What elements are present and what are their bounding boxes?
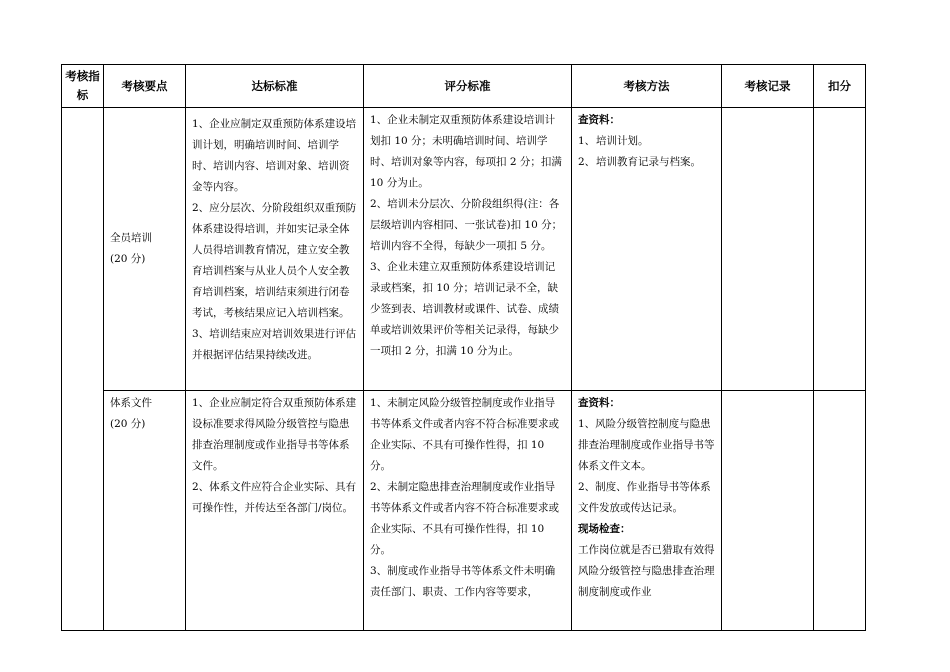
item-cell bbox=[104, 391, 186, 631]
method-list bbox=[578, 131, 715, 173]
header-indicator: 考核指标 bbox=[62, 65, 104, 108]
list-item: 2、 培训教育记录与档案。 bbox=[578, 156, 701, 168]
method-text: 1、风险分级管控制度与隐患排查治理制度或作业指导书等体系文件文本。 2、制度、作业指导书等体系文件发放或传达记录。 bbox=[578, 418, 715, 514]
table-row bbox=[62, 391, 866, 631]
record-cell bbox=[722, 108, 814, 391]
method-title: 查资料： bbox=[578, 114, 620, 126]
scoring-text: 1、企业未制定双重预防体系建设培训计划扣 10 分；未明确培训时间、培训学时、培训对象等内容，每项扣 2 分；扣满 10 分为止。 2、培训未分层次、分阶段组织得(注：各层级培训内容相同、一张试卷)扣 10 分；培训内容不全得，每缺少一项扣 5 分。 3、企业未建立双重预防体系建设培训记录或档案，扣 10 分；培训记录不全，缺少签到表、培训教材或课件、试卷、成绩单或培训效果评价等相关记录得，每缺少一项扣 2 分，扣满 10 分为止。 bbox=[370, 114, 563, 357]
header-scoring: 评分标准 bbox=[364, 65, 572, 108]
scoring-cell bbox=[364, 108, 572, 391]
header-method: 考核方法 bbox=[572, 65, 722, 108]
method-title-2: 现场检查： bbox=[578, 523, 631, 535]
table-row bbox=[62, 108, 866, 391]
method-cell bbox=[572, 108, 722, 391]
scoring-text: 1、未制定风险分级管控制度或作业指导书等体系文件或者内容不符合标准要求或企业实际、不具有可操作性得，扣 10 分。 2、未制定隐患排查治理制度或作业指导书等体系文件或者内容不符合标准要求或企业实际、不具有可操作性得，扣 10 分。 3、制度或作业指导书等体系文件未明确责任部门、职责、工作内容等要求， bbox=[370, 397, 559, 598]
header-standard: 达标标准 bbox=[186, 65, 364, 108]
record-cell bbox=[722, 391, 814, 631]
header-point: 考核要点 bbox=[104, 65, 186, 108]
deduct-cell bbox=[814, 391, 866, 631]
standard-cell bbox=[186, 108, 364, 391]
indicator-cell bbox=[62, 108, 104, 631]
header-deduct: 扣分 bbox=[814, 65, 866, 108]
standard-text: 1、企业应制定符合双重预防体系建设标准要求得风险分级管控与隐患排查治理制度或作业指导书等体系文件。 2、体系文件应符合企业实际、具有可操作性，并传达至各部门/岗位。 bbox=[192, 397, 357, 514]
deduct-cell bbox=[814, 108, 866, 391]
item-label: 体系文件 (20 分) bbox=[110, 397, 152, 430]
method-cell bbox=[572, 391, 722, 631]
list-item: 1、 培训计划。 bbox=[578, 135, 649, 147]
method-title: 查资料： bbox=[578, 397, 620, 409]
header-row bbox=[62, 65, 866, 108]
assessment-table bbox=[61, 64, 866, 631]
item-label: 全员培训 (20 分) bbox=[110, 232, 152, 265]
standard-text: 1、企业应制定双重预防体系建设培训计划，明确培训时间、培训学时、培训内容、培训对象、培训资金等内容。 2、应分层次、分阶段组织双重预防体系建设得培训，并如实记录全体人员得培训教育情况，建立安全教育培训档案与从业人员个人安全教育培训档案，培训结束须进行闭卷考试，考核结果应记入培训档案。 3、培训结束应对培训效果进行评估并根据评估结果持续改进。 bbox=[192, 118, 357, 361]
header-record: 考核记录 bbox=[722, 65, 814, 108]
method-extra: 工作岗位就是否已猎取有效得风险分级管控与隐患排查治理制度制度或作业 bbox=[578, 544, 715, 598]
scoring-cell bbox=[364, 391, 572, 631]
item-cell bbox=[104, 108, 186, 391]
standard-cell bbox=[186, 391, 364, 631]
